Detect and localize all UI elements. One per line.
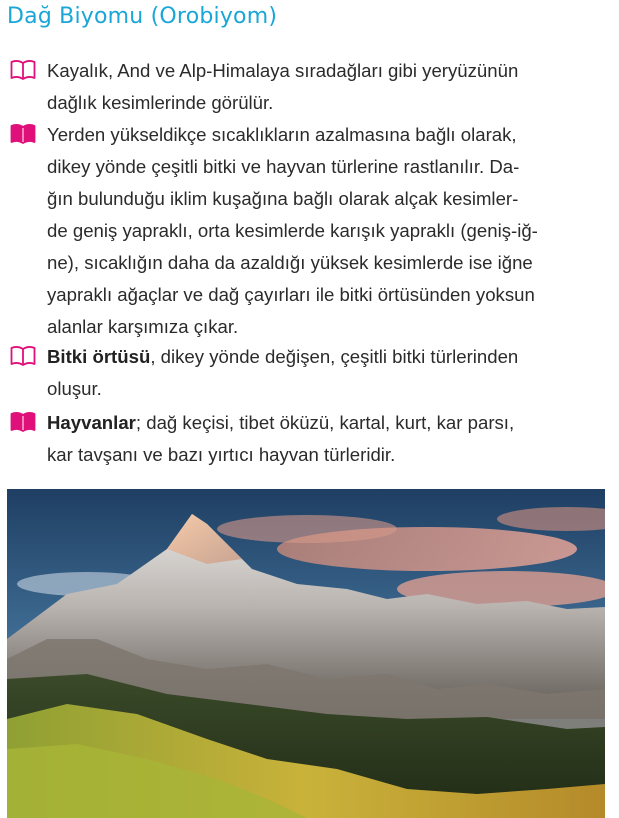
item-line bbox=[47, 341, 613, 373]
item-line: kar tavşanı ve bazı yırtıcı hayvan türleridir. bbox=[47, 444, 396, 465]
open-book-outline-icon bbox=[10, 59, 36, 81]
open-book-filled-icon bbox=[10, 123, 36, 145]
item-line: de geniş yapraklı, orta kesimlerde karışık yapraklı (geniş-iğ- bbox=[47, 220, 538, 241]
item-line: dağlık kesimlerinde görülür. bbox=[47, 92, 274, 113]
section-title: Dağ Biyomu (Orobiyom) bbox=[7, 4, 278, 29]
item-text: ; dağ keçisi, tibet öküzü, kartal, kurt, kar parsı, bbox=[135, 412, 515, 433]
item-line: oluşur. bbox=[47, 378, 102, 399]
item-line: ne), sıcaklığın daha da azaldığı yüksek kesimlerde ise iğne bbox=[47, 252, 533, 273]
item-line: ğın bulunduğu iklim kuşağına bağlı olarak alçak kesimler- bbox=[47, 188, 519, 209]
item-line: Kayalık, And ve Alp-Himalaya sıradağları gibi yeryüzünün bbox=[47, 60, 519, 81]
item-line: yapraklı ağaçlar ve dağ çayırları ile bitki örtüsünden yoksun bbox=[47, 284, 535, 305]
item-line: alanlar karşımıza çıkar. bbox=[47, 316, 239, 337]
term-bitki-ortusu: Bitki örtüsü bbox=[47, 346, 151, 367]
term-hayvanlar: Hayvanlar bbox=[47, 412, 136, 433]
item-text: , dikey yönde değişen, çeşitli bitki türlerinden bbox=[150, 346, 519, 367]
mountain-landscape-photo bbox=[7, 489, 605, 818]
item-line: Yerden yükseldikçe sıcaklıkların azalmasına bağlı olarak, bbox=[47, 124, 517, 145]
item-line: dikey yönde çeşitli bitki ve hayvan türlerine rastlanılır. Da- bbox=[47, 156, 520, 177]
item-line bbox=[47, 407, 613, 439]
open-book-filled-icon bbox=[10, 411, 36, 433]
open-book-outline-icon bbox=[10, 345, 36, 367]
